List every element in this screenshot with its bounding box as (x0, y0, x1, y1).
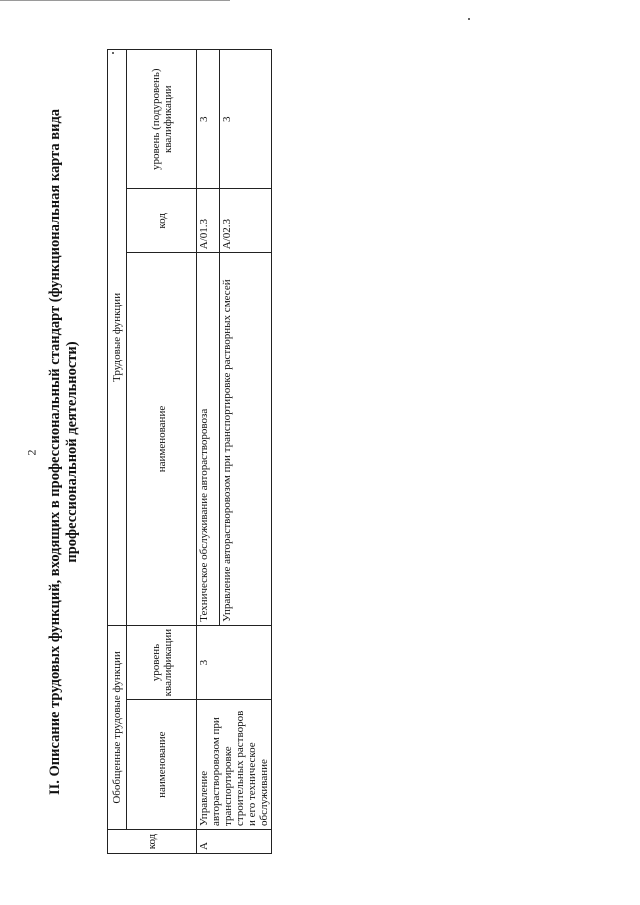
group-header-generalized: Обобщенные трудовые функции (108, 625, 127, 829)
col-header-labor-name: наименование (127, 253, 197, 626)
generalized-level-cell: 3 (197, 625, 272, 699)
heading-line-1: II. Описание трудовых функций, входящих в профессиональный стандарт (функциональная карта вида (47, 108, 63, 796)
col-header-labor-code: код (127, 189, 197, 253)
generalized-name-cell: Управление авторастворовозом при транспортировке строительных растворов и его техническое обслуживание (197, 700, 272, 830)
col-header-code: код (108, 830, 197, 854)
labor-code-cell: A/01.3 (197, 189, 220, 253)
section-heading (45, 42, 81, 862)
group-header-labor: Трудовые функции (108, 50, 127, 626)
page-number: 2 (24, 449, 39, 456)
col-header-sublevel: уровень (подуровень) квалификации (127, 50, 197, 189)
functional-map-table (107, 49, 272, 854)
heading-line-2: профессиональной деятельности) (64, 341, 80, 563)
generalized-code-cell: А (197, 830, 272, 854)
column-header-row (127, 50, 197, 854)
rotated-page-content (45, 42, 270, 862)
labor-level-cell: 3 (219, 50, 271, 189)
labor-name-cell: Управление авторастворовозом при транспортировке растворных смесей (219, 253, 271, 626)
labor-level-cell: 3 (197, 50, 220, 189)
col-header-level: уровень квалификации (127, 625, 197, 699)
labor-name-cell: Техническое обслуживание авторастворовоза (197, 253, 220, 626)
labor-code-cell: A/02.3 (219, 189, 271, 253)
scan-edge-line (0, 0, 230, 1)
scan-speck (468, 18, 470, 20)
table-row (197, 50, 220, 854)
col-header-name: наименование (127, 700, 197, 830)
group-header-row (108, 50, 127, 854)
